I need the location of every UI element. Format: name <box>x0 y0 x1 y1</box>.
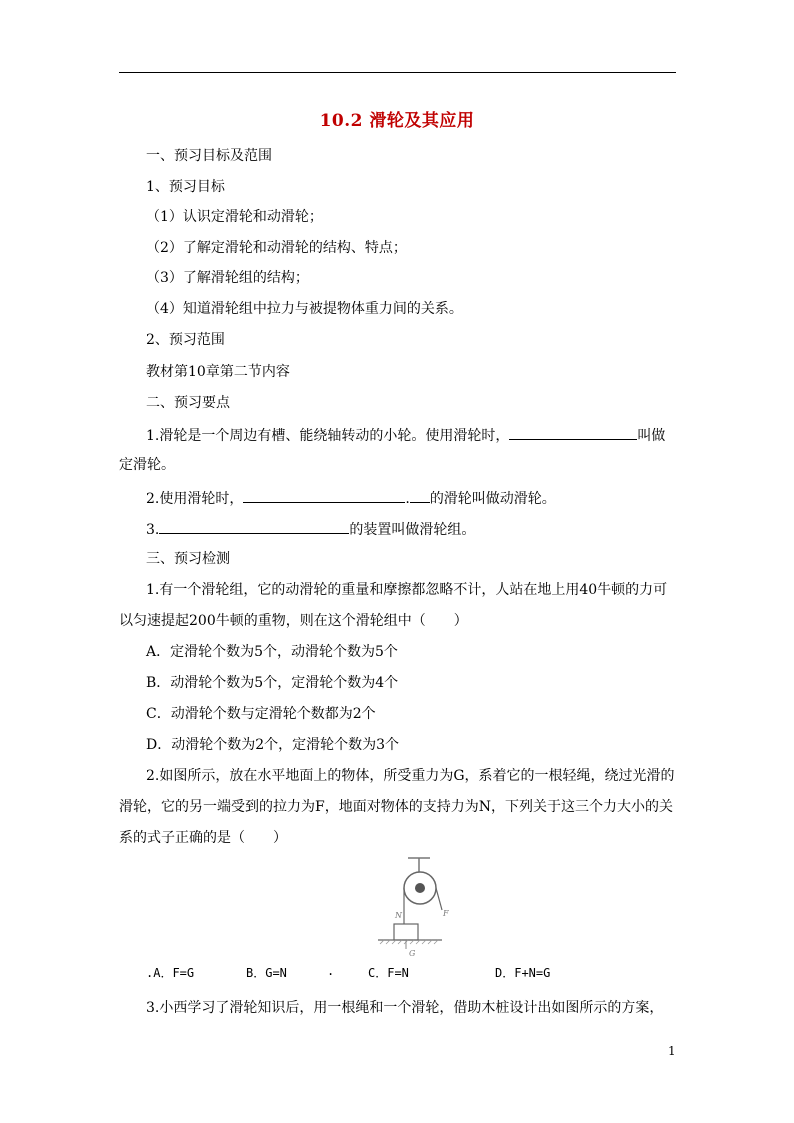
question-2-line-2: 滑轮，它的另一端受到的拉力为F，地面对物体的支持力为N，下列关于这三个力大小的关 <box>119 799 673 815</box>
question-3-line-1: 3.小西学习了滑轮知识后，用一根绳和一个滑轮，借助木桩设计出如图所示的方案， <box>146 1000 664 1016</box>
goal-item-1: （1）认识定滑轮和动滑轮； <box>146 209 323 225</box>
point-2-text: 2.使用滑轮时， <box>146 491 244 507</box>
point-1-line-2: 定滑轮。 <box>119 457 175 473</box>
point-2-suffix: 的滑轮叫做动滑轮。 <box>429 491 556 507</box>
header-rule <box>119 72 676 73</box>
question-1-line-1: 1.有一个滑轮组，它的动滑轮的重量和摩擦都忽略不计，人站在地上用40牛顿的力可 <box>146 582 668 598</box>
question-1-option-d: D．动滑轮个数为2个，定滑轮个数为3个 <box>146 737 400 753</box>
point-3 <box>146 518 475 540</box>
pulley-axle <box>415 883 425 893</box>
point-1-text: 1.滑轮是一个周边有槽、能绕轴转动的小轮。使用滑轮时， <box>146 428 510 444</box>
question-1-line-2: 以匀速提起200牛顿的重物，则在这个滑轮组中（ ） <box>119 613 468 629</box>
question-2-line-3: 系的式子正确的是（ ） <box>119 830 287 846</box>
question-2-option-dot: . <box>327 964 335 978</box>
fill-in-blank-1[interactable] <box>509 424 637 440</box>
rope-pull-end <box>436 888 442 910</box>
point-1-suffix: 叫做 <box>637 428 666 444</box>
force-g-label: G <box>409 949 416 958</box>
point-3-suffix: 的装置叫做滑轮组。 <box>349 522 476 538</box>
page-title: 10.2 滑轮及其应用 <box>319 111 475 131</box>
page-number: 1 <box>668 1044 676 1058</box>
section-heading-1: 一、预习目标及范围 <box>146 148 272 164</box>
block-object <box>394 924 418 940</box>
question-2-line-1: 2.如图所示，放在水平地面上的物体，所受重力为G，系着它的一根轻绳，绕过光滑的 <box>146 768 675 784</box>
goal-item-2: （2）了解定滑轮和动滑轮的结构、特点； <box>146 240 407 256</box>
question-2-option-d: D．F+N=G <box>495 966 551 980</box>
question-1-option-b: B．动滑轮个数为5个，定滑轮个数为4个 <box>146 675 399 691</box>
fill-in-blank-2[interactable] <box>243 487 405 503</box>
point-1-line-1 <box>146 424 665 446</box>
question-2-option-c: C．F=N <box>368 966 409 980</box>
subheading-scope: 2、预习范围 <box>146 332 225 348</box>
point-3-number: 3. <box>146 522 160 538</box>
force-f-label: F <box>443 909 449 918</box>
section-heading-2: 二、预习要点 <box>146 395 230 411</box>
goal-item-3: （3）了解滑轮组的结构； <box>146 270 309 286</box>
question-2-option-b: B．G=N <box>246 966 287 980</box>
subheading-goals: 1、预习目标 <box>146 179 225 195</box>
scope-text: 教材第10章第二节内容 <box>146 364 290 380</box>
point-2 <box>146 487 556 509</box>
question-2-option-a: .A．F=G <box>146 966 195 980</box>
question-1-option-c: C．动滑轮个数与定滑轮个数都为2个 <box>146 706 376 722</box>
fill-in-blank-3[interactable] <box>159 518 349 534</box>
pulley-diagram <box>368 856 460 958</box>
point-2-dot: . <box>405 491 410 507</box>
section-heading-3: 三、预习检测 <box>146 551 230 567</box>
force-n-label: N <box>395 911 402 920</box>
question-1-option-a: A．定滑轮个数为5个，动滑轮个数为5个 <box>146 644 398 660</box>
goal-item-4: （4）知道滑轮组中拉力与被提物体重力间的关系。 <box>146 301 463 317</box>
fill-in-blank-2b[interactable] <box>410 487 430 503</box>
